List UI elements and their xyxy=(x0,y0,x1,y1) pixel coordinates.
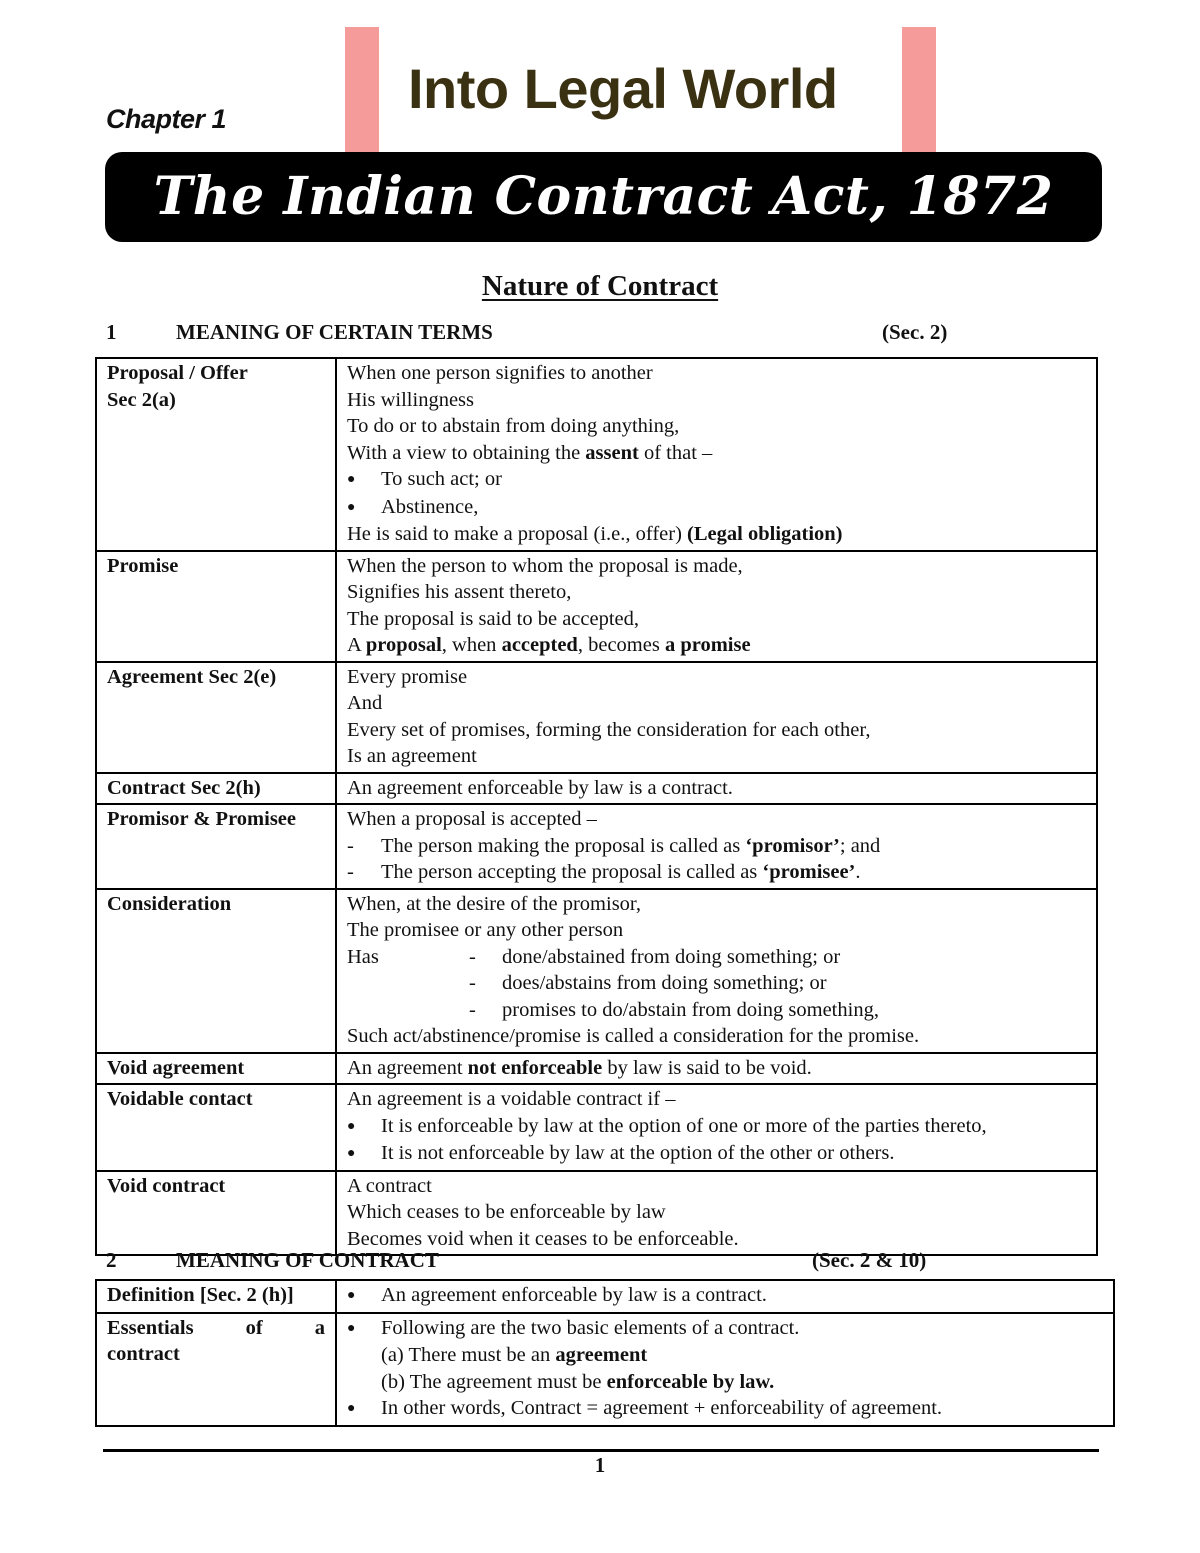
definition-cell xyxy=(336,1280,1114,1313)
section-1-heading: 1 MEANING OF CERTAIN TERMS (Sec. 2) xyxy=(106,320,948,344)
table-row xyxy=(96,1084,1097,1171)
book-title: The Indian Contract Act, 1872 xyxy=(153,166,1054,227)
list-item: ● Following are the two basic elements of a contract. xyxy=(347,1315,1103,1343)
table-row xyxy=(96,1171,1097,1256)
term-cell: Definition [Sec. 2 (h)] xyxy=(96,1280,336,1313)
term-cell: Essentials of a contract xyxy=(96,1313,336,1426)
definition-cell: Every promise And Every set of promises, forming the consideration for each other, Is an agreement xyxy=(336,662,1097,773)
accent-bar-left xyxy=(345,27,379,152)
term-cell: Proposal / Offer Sec 2(a) xyxy=(96,358,336,551)
title-banner xyxy=(105,152,1102,242)
definition-cell: An agreement is a voidable contract if – ● It is enforceable by law at the option of one or more of the parties thereto, ● It is not enforceable by law at the option of the other or others. xyxy=(336,1084,1097,1171)
list-item: ● In other words, Contract = agreement + enforceability of agreement. xyxy=(347,1395,1103,1423)
accent-bar-right xyxy=(902,27,936,152)
definition-cell: When a proposal is accepted – - The person making the proposal is called as ‘promisor’; and - The person accepting the proposal is called as ‘promisee’. xyxy=(336,804,1097,889)
brand-title: Into Legal World xyxy=(408,57,838,120)
list-item: ● It is enforceable by law at the option of one or more of the parties thereto, xyxy=(347,1113,1086,1141)
definition-cell: An agreement not enforceable by law is said to be void. xyxy=(336,1053,1097,1085)
table-row xyxy=(96,358,1097,551)
contract-table xyxy=(95,1279,1115,1427)
table-row xyxy=(96,1053,1097,1085)
list-item: ● It is not enforceable by law at the option of the other or others. xyxy=(347,1140,1086,1168)
section-title: Nature of Contract xyxy=(481,270,719,302)
chapter-label: Chapter 1 xyxy=(106,104,227,134)
term-cell: Void agreement xyxy=(96,1053,336,1085)
term-cell: Voidable contact xyxy=(96,1084,336,1171)
page-number: 1 xyxy=(594,1453,606,1477)
list-item: ● Abstinence, xyxy=(347,494,1086,522)
term-cell: Promisor & Promisee xyxy=(96,804,336,889)
term-cell: Promise xyxy=(96,551,336,662)
term-cell: Void contract xyxy=(96,1171,336,1256)
term-cell: Consideration xyxy=(96,889,336,1053)
definition-cell: When the person to whom the proposal is made, Signifies his assent thereto, The proposal is said to be accepted, A proposal, when accepted, becomes a promise xyxy=(336,551,1097,662)
table-row xyxy=(96,889,1097,1053)
definition-cell: When, at the desire of the promisor, The promisee or any other person Has - done/abstained from doing something; or - does/abstains from doing something; or - promises to do/abstain from doing something, Such act/abstinence/promise is called a consideration for the promise. xyxy=(336,889,1097,1053)
table-row xyxy=(96,1280,1114,1313)
terms-table xyxy=(95,357,1098,1256)
definition-cell: ● Following are the two basic elements of a contract. (a) There must be an agreement (b) The agreement must be enforceable by law. ● In other words, Contract = agreement + enforceability of agreement. xyxy=(336,1313,1114,1426)
term-cell: Agreement Sec 2(e) xyxy=(96,662,336,773)
section-2-heading: 2 MEANING OF CONTRACT (Sec. 2 & 10) xyxy=(106,1248,927,1272)
table-row xyxy=(96,1313,1114,1426)
definition-cell: An agreement enforceable by law is a contract. xyxy=(336,773,1097,805)
list-item: ● An agreement enforceable by law is a contract. xyxy=(347,1282,1103,1310)
list-item: ● To such act; or xyxy=(347,466,1086,494)
table-row xyxy=(96,773,1097,805)
definition-cell: A contract Which ceases to be enforceable by law Becomes void when it ceases to be enforceable. xyxy=(336,1171,1097,1256)
term-cell: Contract Sec 2(h) xyxy=(96,773,336,805)
table-row xyxy=(96,804,1097,889)
footer-divider xyxy=(103,1449,1099,1452)
table-row xyxy=(96,662,1097,773)
definition-cell: When one person signifies to another His willingness To do or to abstain from doing anything, With a view to obtaining the assent of that – ● To such act; or ● Abstinence, He is said to make a proposal (i.e., offer) (Legal obligation) xyxy=(336,358,1097,551)
table-row xyxy=(96,551,1097,662)
